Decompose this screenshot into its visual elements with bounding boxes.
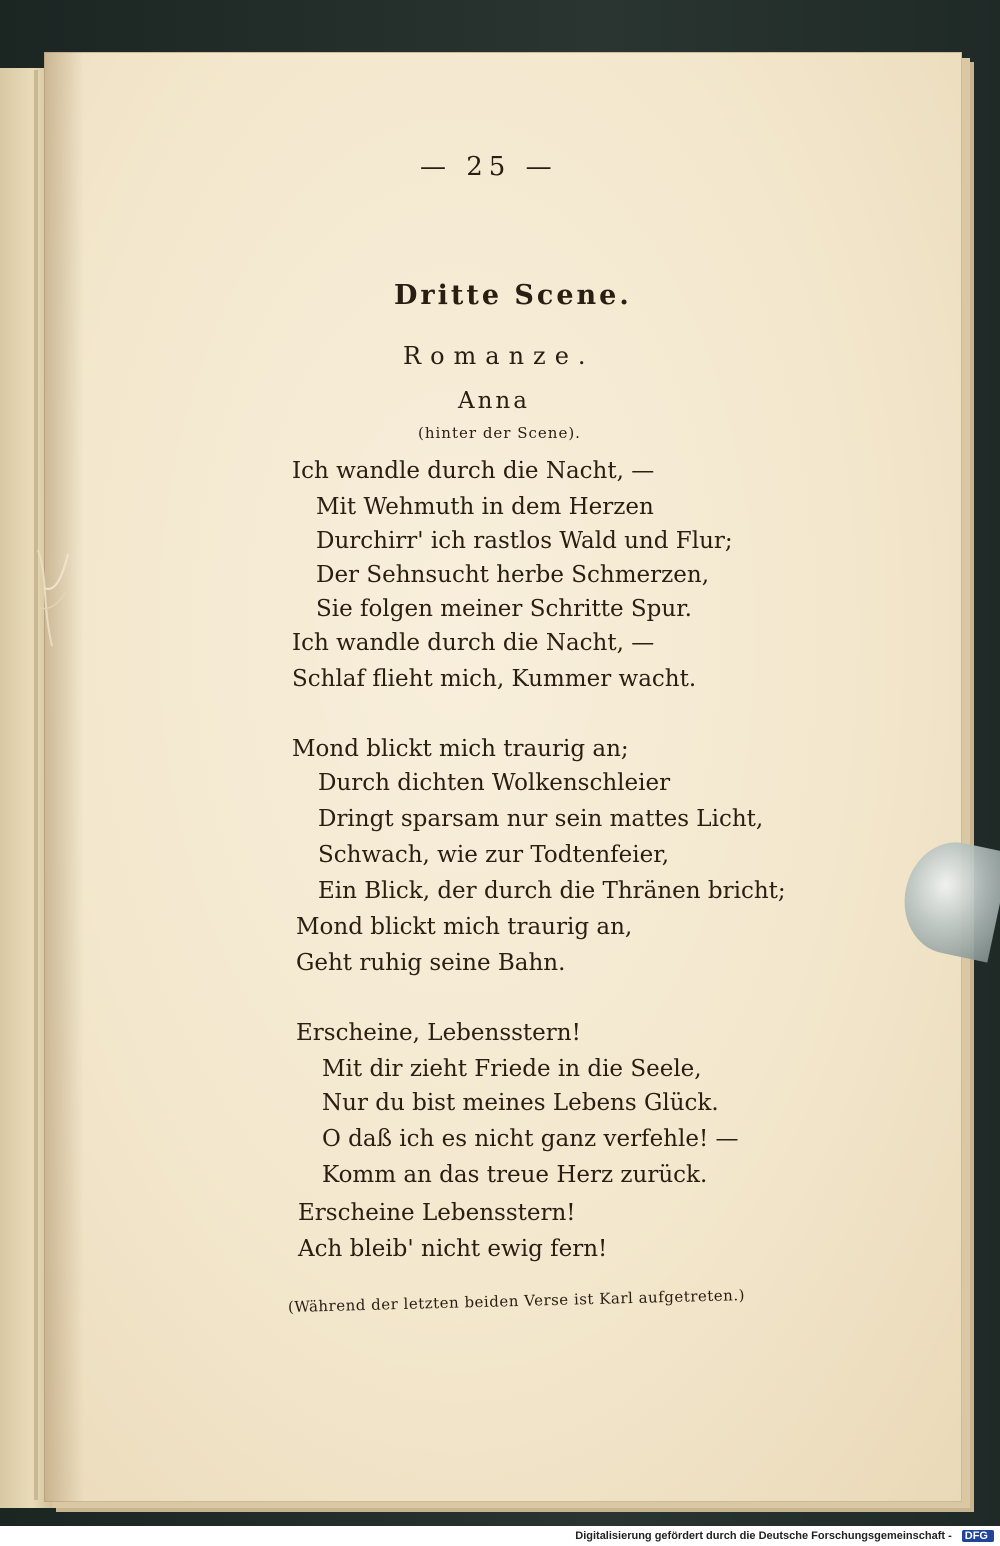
verse-line: Mit dir zieht Friede in die Seele, (322, 1056, 702, 1082)
verse-line: Dringt sparsam nur sein mattes Licht, (318, 806, 764, 832)
verse-line: Durch dichten Wolkenschleier (318, 770, 671, 796)
verse-line: Schlaf flieht mich, Kummer wacht. (292, 666, 697, 692)
scene-heading: Dritte Scene. (394, 280, 632, 311)
stage-direction: (hinter der Scene). (418, 424, 581, 442)
page-gutter-shadow (44, 52, 84, 1502)
verse-line: Mond blickt mich traurig an, (296, 914, 633, 940)
verse-line: Mit Wehmuth in dem Herzen (316, 494, 654, 520)
verse-line: Erscheine, Lebensstern! (296, 1020, 581, 1046)
speaker-name: Anna (458, 388, 530, 414)
digitization-credit (0, 1526, 1000, 1546)
page-number: — 25 — (420, 152, 558, 182)
verse-line: Geht ruhig seine Bahn. (296, 950, 566, 976)
verse-line: Ich wandle durch die Nacht, — (292, 630, 655, 656)
binding-thread (30, 548, 70, 648)
verse-line: Durchirr' ich rastlos Wald und Flur; (316, 528, 733, 554)
verse-line: Komm an das treue Herz zurück. (322, 1162, 708, 1188)
verse-line: Ich wandle durch die Nacht, — (292, 458, 655, 484)
verse-line: O daß ich es nicht ganz verfehle! — (322, 1126, 739, 1152)
verse-line: Erscheine Lebensstern! (298, 1200, 576, 1226)
left-page-fold (34, 70, 38, 1500)
verse-line: Schwach, wie zur Todtenfeier, (318, 842, 670, 868)
verse-line: Nur du bist meines Lebens Glück. (322, 1090, 719, 1116)
verse-line: Ach bleib' nicht ewig fern! (298, 1236, 608, 1262)
genre-title: Romanze. (403, 342, 595, 370)
dfg-logo: DFG (962, 1530, 994, 1542)
credit-text: Digitalisierung gefördert durch die Deutsche Forschungsgemeinschaft - (575, 1530, 952, 1542)
verse-line: Sie folgen meiner Schritte Spur. (316, 596, 692, 622)
verse-line: Ein Blick, der durch die Thränen bricht; (318, 878, 786, 904)
closing-stage-direction: (Während der letzten beiden Verse ist Karl aufgetreten.) (287, 1286, 746, 1316)
verse-line: Mond blickt mich traurig an; (292, 736, 629, 762)
verse-line: Der Sehnsucht herbe Schmerzen, (316, 562, 709, 588)
